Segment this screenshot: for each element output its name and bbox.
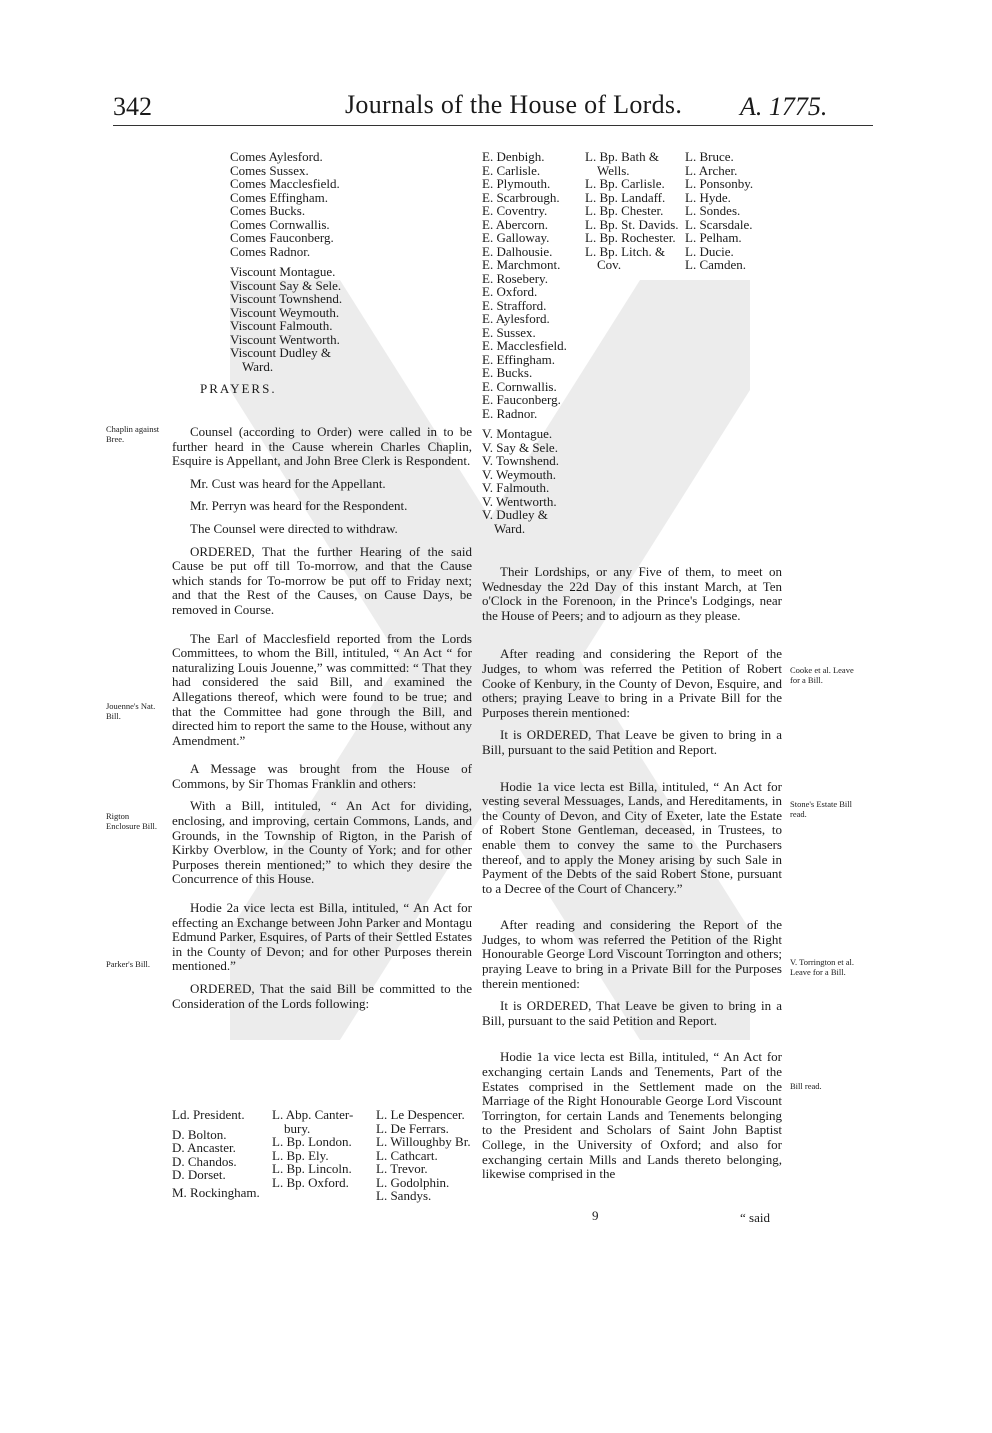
list-item: L. Bp. Oxford. — [272, 1174, 349, 1190]
right-column-text — [482, 565, 782, 1190]
margin-note-parker: Parker's Bill. — [106, 959, 151, 969]
list-item: L. Sandys. — [376, 1188, 432, 1203]
margin-note-bill-read: Bill read. — [790, 1081, 822, 1091]
list-item: Viscount Falmouth. — [230, 318, 333, 333]
list-item: D. Dorset. — [172, 1167, 226, 1182]
list-item: V. Weymouth. — [482, 466, 556, 482]
lords-list — [685, 150, 753, 272]
list-item: Comes Radnor. — [230, 243, 311, 259]
list-item: Comes Bucks. — [230, 203, 306, 218]
paragraph: Counsel (according to Order) were called in to be further heard in the Cause wherein Charles Chaplin, Esquire is Appellant, and John Bree Clerk is Respondent. — [172, 424, 472, 469]
list-item: E. Plymouth. — [482, 176, 551, 191]
list-item: E. Denbigh. — [482, 149, 545, 164]
list-item: L. Godolphin. — [376, 1174, 450, 1190]
list-item: V. Townshend. — [482, 453, 559, 468]
list-item: V. Falmouth. — [482, 480, 550, 495]
page-year: A. 1775. — [740, 92, 828, 121]
margin-note-rigton: Rigton Enclosure Bill. — [106, 811, 157, 831]
margin-note-chaplin: Chaplin against Bree. — [106, 424, 160, 444]
list-item: M. Rockingham. — [172, 1184, 260, 1200]
list-item: L. Trevor. — [376, 1161, 428, 1176]
bishops-list — [585, 150, 679, 272]
paragraph: The Counsel were directed to withdraw. — [190, 520, 398, 536]
list-item: Comes Effingham. — [230, 189, 328, 205]
list-item: L. De Ferrars. — [376, 1120, 449, 1136]
list-item: E. Sussex. — [482, 324, 536, 340]
list-item: L. Bp. Carlisle. — [585, 176, 665, 191]
paragraph: Their Lordships, or any Five of them, to meet on Wednesday the 22d Day of this instant March, at Ten o'Clock in the Forenoon, in the Prince's Lodgings, near the House of Peers; and to adjourn as they please. — [482, 564, 782, 623]
prayers-heading: PRAYERS. — [200, 381, 277, 396]
list-item: L. Sondes. — [685, 203, 741, 218]
list-item: E. Oxford. — [482, 284, 538, 299]
list-item: V. Wentworth. — [482, 493, 557, 509]
paragraph: The Earl of Macclesfield reported from the Lords Committees, to whom the Bill, intituled, “ An Act “ for naturalizing Louis Jouenne,” was committed: “ That they had considered the said Bill, and examined the Allegations thereof, which were found to be true; and that the Committee had gone through the Bill, and directed him to report the same to the House, without any Amendment.” — [172, 630, 472, 748]
paragraph: ORDERED, That the further Hearing of the said Cause be put off till To-morrow, and that the Cause which stands for To-morrow be put off to Friday next; and that the Rest of the Causes, on Cause Days, be removed in Course. — [172, 543, 472, 617]
list-item: L. Archer. — [685, 162, 738, 178]
catchword: “ said — [740, 1210, 770, 1225]
list-item: Viscount Wentworth. — [230, 331, 340, 347]
paragraph: Mr. Cust was heard for the Appellant. — [190, 475, 386, 491]
paragraph: Hodie 2a vice lecta est Billa, intituled, “ An Act for effecting an Exchange between John Parker and Montagu Edmund Parker, Esquires, of Parts of their Settled Estates in the County of Devon; and for other Purposes therein mentioned.” — [172, 900, 472, 974]
list-item: L. Le Despencer. — [376, 1107, 465, 1122]
margin-note-torrington: V. Torrington et al. Leave for a Bill. — [790, 957, 855, 977]
list-item: L. Cathcart. — [376, 1147, 438, 1163]
list-item: E. Dalhousie. — [482, 243, 553, 259]
list-item: L. Bp. Ely. — [272, 1147, 329, 1163]
paragraph: After reading and considering the Report of the Judges, to whom was referred the Petition of Robert Cooke of Kenbury, in the County of Devon, Esquire, and others; praying Leave to bring in a Private Bill for the Purposes therein mentioned: — [482, 646, 782, 720]
list-item: L. Camden. — [685, 257, 747, 272]
list-item: Comes Fauconberg. — [230, 230, 334, 245]
list-item: Comes Sussex. — [230, 162, 309, 178]
list-item: V. Say & Sele. — [482, 439, 558, 455]
signature-mark: 9 — [592, 1208, 599, 1223]
list-item: E. Rosebery. — [482, 270, 548, 286]
list-item: L. Ducie. — [685, 243, 734, 259]
list-item: bury. — [284, 1120, 311, 1136]
paragraph: After reading and considering the Report of the Judges, to whom was referred the Petition of the Right Honourable George Lord Viscount Torrington and others; praying Leave to bring in a Private Bill for the Purposes therein mentioned: — [482, 917, 782, 991]
list-item: D. Ancaster. — [172, 1140, 236, 1155]
list-item: Viscount Say & Sele. — [230, 277, 342, 293]
list-item: L. Bp. Litch. & — [585, 243, 666, 259]
paragraph: A Message was brought from the House of Commons, by Sir Thomas Franklin and others: — [172, 761, 472, 791]
list-item: Viscount Montague. — [230, 264, 336, 279]
committee-col-1 — [172, 1108, 260, 1199]
list-item: L. Willoughby Br. — [376, 1134, 471, 1149]
list-item: Wells. — [597, 162, 630, 178]
list-item: Comes Aylesford. — [230, 149, 323, 164]
earls-list — [482, 150, 567, 535]
page-title: Journals of the House of Lords. — [345, 90, 683, 119]
paragraph: Hodie 1a vice lecta est Billa, intituled, “ An Act for exchanging certain Lands and Tenements, Part of the Estates comprised in the Settlement made on the Marriage of the Right Honourable George Lord Viscount Torrington, for certain Lands and Tenements belonging to the President and Scholars of Saint John Baptist College, in the University of Oxford; and also for exchanging certain Mills and Lands thereto belonging, likewise comprised in the — [482, 1049, 782, 1182]
list-item: L. Bp. Lincoln. — [272, 1161, 352, 1176]
list-item: D. Chandos. — [172, 1153, 237, 1169]
paragraph: With a Bill, intituled, “ An Act for dividing, enclosing, and improving, certain Commons, Lands, and Grounds, in the Township of Rigton, in the Parish of Kirkby Overblow, in the County of York; and for other Purposes therein mentioned;” to which they desire the Concurrence of this House. — [172, 798, 472, 887]
margin-note-jouenne: Jouenne's Nat. Bill. — [106, 701, 156, 721]
comes-list — [230, 150, 342, 373]
list-item: Ward. — [242, 358, 274, 374]
committee-col-2 — [272, 1108, 353, 1189]
list-item: L. Bp. Chester. — [585, 203, 664, 218]
paragraph: Hodie 1a vice lecta est Billa, intituled, “ An Act for vesting several Messuages, Lands, and Hereditaments, in the County of Devon, and City of Exeter, late the Estate of Robert Stone Gentleman, deceased, in Trustees, to enable them to convey the same to the Purchasers thereof, and to apply the Money arising by such Sale in Payment of the Debts of the said Robert Stone, pursuant to a Decree of the Court of Chancery.” — [482, 778, 782, 896]
list-item: E. Coventry. — [482, 203, 548, 218]
list-item: L. Pelham. — [685, 230, 742, 245]
list-item: Cov. — [597, 257, 622, 272]
paragraph: ORDERED, That the said Bill be committed to the Consideration of the Lords following: — [172, 981, 472, 1011]
page-number: 342 — [113, 92, 152, 121]
committee-col-3 — [376, 1108, 471, 1203]
list-item: L. Hyde. — [685, 189, 731, 205]
list-item: E. Fauconberg. — [482, 392, 561, 407]
list-item: Viscount Dudley & — [230, 345, 332, 360]
list-item: E. Marchmont. — [482, 257, 561, 272]
list-item: Viscount Weymouth. — [230, 304, 340, 320]
list-item: L. Bp. Landaff. — [585, 189, 666, 205]
list-item: E. Abercorn. — [482, 216, 549, 232]
left-column-text — [172, 425, 472, 1019]
list-item: L. Bp. Rochester. — [585, 230, 676, 245]
list-item: E. Effingham. — [482, 351, 556, 367]
list-item: Comes Cornwallis. — [230, 216, 330, 232]
list-item: L. Bp. St. Davids. — [585, 216, 679, 232]
list-item: E. Cornwallis. — [482, 378, 557, 394]
list-item: E. Strafford. — [482, 297, 547, 313]
margin-note-cooke: Cooke et al. Leave for a Bill. — [790, 665, 854, 685]
margin-note-stone: Stone's Estate Bill read. — [790, 799, 852, 819]
header-rule — [113, 125, 873, 126]
list-item: E. Aylesford. — [482, 311, 550, 326]
list-item: E. Bucks. — [482, 365, 533, 380]
list-item: Ward. — [494, 520, 526, 536]
list-item: V. Dudley & — [482, 507, 548, 522]
list-item: L. Scarsdale. — [685, 216, 753, 232]
list-item: E. Macclesfield. — [482, 338, 567, 353]
list-item: E. Scarbrough. — [482, 189, 560, 205]
list-item: Comes Macclesfield. — [230, 176, 340, 191]
list-item: L. Bruce. — [685, 149, 734, 164]
list-item: E. Galloway. — [482, 230, 550, 245]
list-item: V. Montague. — [482, 426, 553, 441]
list-item: E. Radnor. — [482, 405, 538, 421]
list-item: L. Bp. London. — [272, 1134, 352, 1149]
list-item: Ld. President. — [172, 1107, 245, 1122]
list-item: L. Abp. Canter- — [272, 1107, 354, 1122]
list-item: L. Bp. Bath & — [585, 149, 660, 164]
list-item: Viscount Townshend. — [230, 291, 343, 306]
paragraph: Mr. Perryn was heard for the Respondent. — [190, 498, 408, 514]
list-item: L. Ponsonby. — [685, 176, 754, 191]
list-item: D. Bolton. — [172, 1126, 227, 1142]
list-item: E. Carlisle. — [482, 162, 541, 178]
paragraph: It is ORDERED, That Leave be given to bring in a Bill, pursuant to the said Petition and Report. — [482, 998, 782, 1028]
paragraph: It is ORDERED, That Leave be given to bring in a Bill, pursuant to the said Petition and Report. — [482, 727, 782, 757]
